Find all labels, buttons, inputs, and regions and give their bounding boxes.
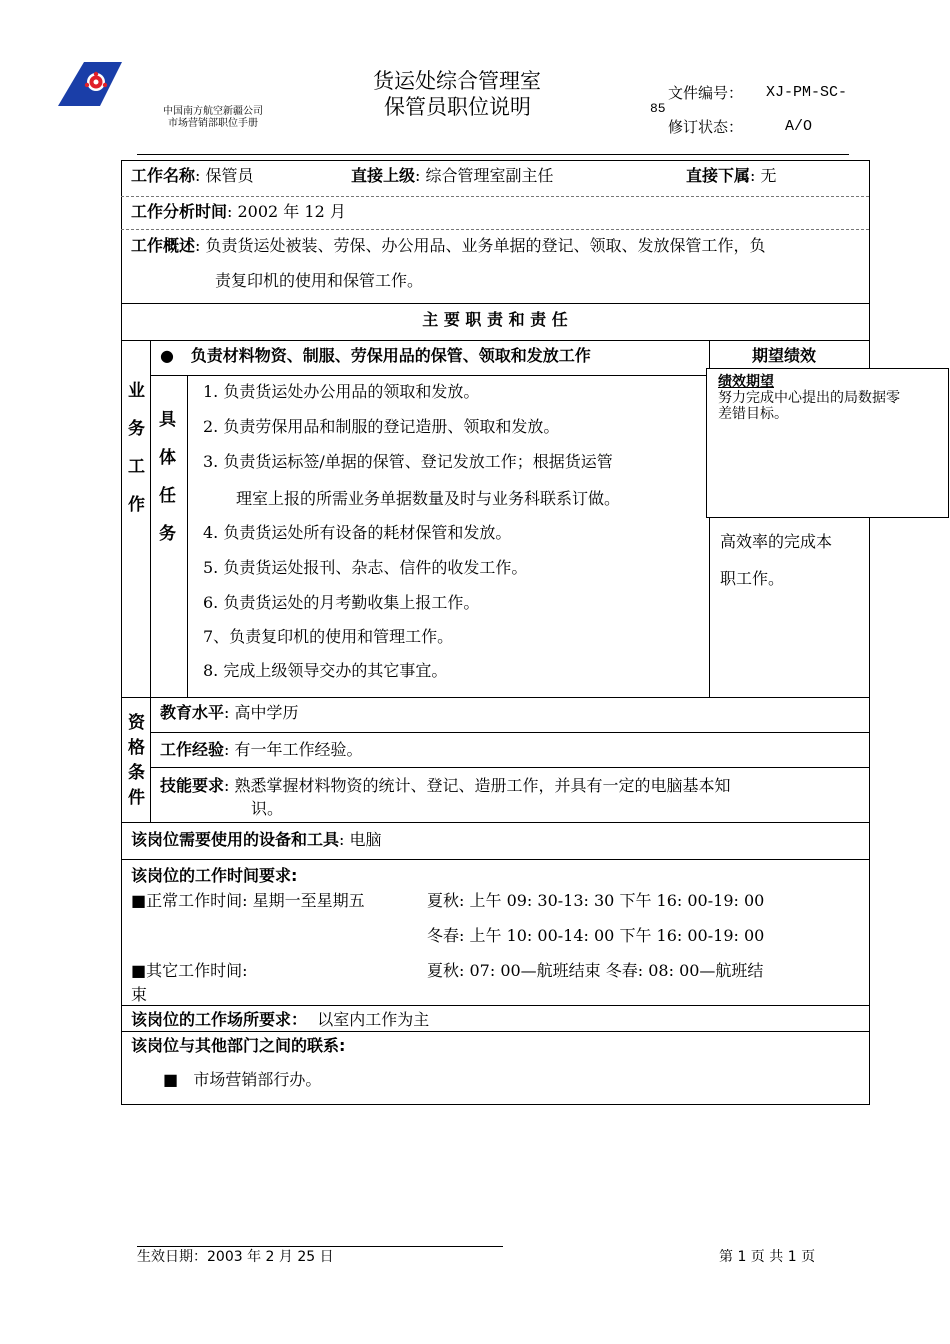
education-label: 教育水平 [160, 703, 225, 722]
experience-label: 工作经验 [160, 740, 225, 759]
performance-line2: 职工作。 [720, 569, 785, 588]
task-item: 理室上报的所需业务单据数量及时与业务科联系订做。 [236, 489, 621, 508]
square-bullet-icon: ■ [163, 1070, 179, 1089]
manual-name: 市场营销部职位手册 [168, 118, 258, 129]
doc-no-cont: 85 [650, 101, 666, 116]
performance-header: 期望绩效 [752, 346, 817, 365]
subordinate-value: 无 [760, 166, 777, 185]
education-value: 高中学历 [234, 703, 299, 722]
bullet-title-row [160, 346, 591, 366]
subordinate-row: 直接下属: 无 [686, 166, 777, 185]
overview-line1: 负责货运处被装、劳保、办公用品、业务单据的登记、领取、发放保管工作，负 [205, 236, 766, 255]
popup-title: 绩效期望 [718, 374, 774, 390]
analysis-time-row: 工作分析时间: 2002 年 12 月 [131, 202, 346, 221]
page-title-line2: 保管员职位说明 [384, 95, 531, 119]
skill-row: 技能要求: 熟悉掌握材料物资的统计、登记、造册工作，并具有一定的电脑基本知 [160, 776, 731, 795]
equipment-label: 该岗位需要使用的设备和工具 [131, 830, 340, 849]
footer-rule [137, 1246, 503, 1247]
task-item: 5. 负责货运处报刊、杂志、信件的收发工作。 [203, 558, 528, 577]
other-time-value: 夏秋: 07: 00—航班结束 冬春: 08: 00—航班结 [427, 961, 764, 980]
header-rule [137, 154, 849, 155]
job-name-value: 保管员 [205, 166, 254, 185]
skill-line1: 熟悉掌握材料物资的统计、登记、造册工作，并具有一定的电脑基本知 [234, 776, 731, 795]
task-item: 2. 负责劳保用品和制服的登记造册、领取和发放。 [203, 417, 560, 436]
relations-item: ■ 市场营销部行办。 [163, 1070, 322, 1089]
work-time-label: 该岗位的工作时间要求: [131, 866, 298, 885]
overview-line2: 责复印机的使用和保管工作。 [215, 271, 424, 290]
normal-time-label: ■正常工作时间: 星期一至星期五 [131, 891, 365, 910]
doc-no-label: 文件编号： [668, 84, 744, 102]
workplace-value: 以室内工作为主 [317, 1010, 430, 1029]
experience-row: 工作经验: 有一年工作经验。 [160, 740, 363, 759]
company-logo [56, 60, 126, 108]
normal-time-summer: 夏秋: 上午 09: 30-13: 30 下午 16: 00-19: 00 [427, 891, 765, 910]
company-name: 中国南方航空新疆公司 [163, 106, 263, 117]
relations-label: 该岗位与其他部门之间的联系: [131, 1036, 346, 1055]
subordinate-label: 直接下属 [686, 166, 751, 185]
performance-line1: 高效率的完成本 [720, 532, 833, 551]
popup-line2: 差错目标。 [718, 406, 788, 422]
task-item: 3. 负责货运标签/单据的保管、登记发放工作；根据货运管 [203, 452, 613, 471]
effective-date: 生效日期：2003 年 2 月 25 日 [137, 1249, 334, 1265]
page-title-line1: 货运处综合管理室 [373, 69, 541, 93]
task-item: 4. 负责货运处所有设备的耗材保管和发放。 [203, 523, 512, 542]
revision-label: 修订状态： [668, 118, 744, 136]
airline-logo-icon [56, 60, 126, 108]
analysis-time-label: 工作分析时间 [131, 202, 228, 221]
bullet-title: 负责材料物资、制服、劳保用品的保管、领取和发放工作 [190, 346, 591, 365]
superior-value: 综合管理室副主任 [425, 166, 554, 185]
workplace-row [131, 1010, 429, 1030]
doc-no-value: XJ-PM-SC- [766, 84, 848, 101]
equipment-value: 电脑 [349, 830, 382, 849]
workplace-label: 该岗位的工作场所要求： [131, 1010, 308, 1029]
business-side-label: 业 务 工 作 [128, 381, 145, 515]
task-item: 7、负责复印机的使用和管理工作。 [203, 627, 454, 646]
revision-value: A/O [785, 118, 813, 135]
experience-value: 有一年工作经验。 [234, 740, 363, 759]
job-name-row: 工作名称: 保管员 [131, 166, 254, 185]
normal-time-winter: 冬春: 上午 10: 00-14: 00 下午 16: 00-19: 00 [427, 926, 765, 945]
task-item: 8. 完成上级领导交办的其它事宜。 [203, 661, 448, 680]
job-name-label: 工作名称 [131, 166, 196, 185]
analysis-time-value: 2002 年 12 月 [237, 202, 346, 221]
qualification-side-label: 资 格 条 件 [128, 713, 145, 808]
page-number: 第 1 页 共 1 页 [719, 1249, 816, 1265]
overview-row: 工作概述: 负责货运处被装、劳保、办公用品、业务单据的登记、领取、发放保管工作，负 [131, 236, 766, 255]
task-side-label: 具 体 任 务 [159, 410, 176, 544]
education-row: 教育水平: 高中学历 [160, 703, 299, 722]
equipment-row: 该岗位需要使用的设备和工具: 电脑 [131, 830, 382, 849]
superior-label: 直接上级 [351, 166, 416, 185]
skill-label: 技能要求 [160, 776, 225, 795]
other-time-cont: 束 [131, 985, 148, 1004]
overview-label: 工作概述 [131, 236, 196, 255]
task-item: 1. 负责货运处办公用品的领取和发放。 [203, 382, 480, 401]
bullet-icon: ● [160, 346, 174, 365]
task-item: 6. 负责货运处的月考勤收集上报工作。 [203, 593, 480, 612]
comment-popup[interactable] [706, 368, 949, 518]
section-title: 主 要 职 责 和 责 任 [422, 310, 568, 329]
superior-row: 直接上级: 综合管理室副主任 [351, 166, 554, 185]
other-time-label: ■其它工作时间: [131, 961, 248, 980]
skill-line2: 识。 [251, 799, 284, 818]
popup-line1: 努力完成中心提出的局数据零 [718, 390, 900, 406]
